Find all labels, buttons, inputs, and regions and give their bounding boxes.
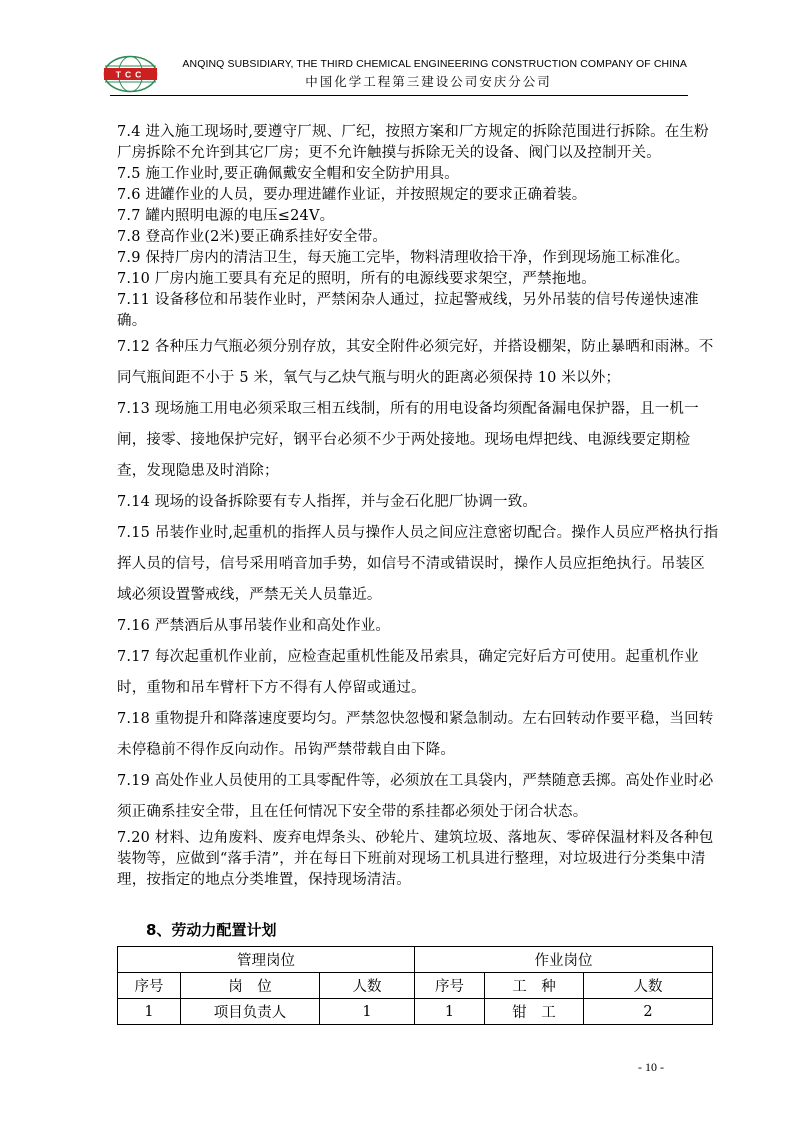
point-7-5: 7.5 施工作业时,要正确佩戴安全帽和安全防护用具。: [117, 166, 459, 182]
point-7-9: 7.9 保持厂房内的清洁卫生，每天施工完毕，物料清理收拾干净，作到现场施工标准化。: [117, 250, 690, 266]
column-header: 工 种: [485, 973, 584, 999]
point-7-13: 7.13 现场施工用电必须采取三相五线制，所有的用电设备均须配备漏电保护器，且一机一闸，接零、接地保护完好，钢平台必须不少于两处接地。现场电焊把线、电源线要定期检查，发现隐患及时消除；: [117, 401, 699, 479]
header-company-cn: 中国化学工程第三建设公司安庆分公司: [305, 74, 552, 89]
table-cell: 项目负责人: [181, 999, 320, 1025]
table-row: [118, 999, 713, 1025]
company-logo: [103, 55, 158, 93]
point-7-20: 7.20 材料、边角废料、废弃电焊条头、砂轮片、建筑垃圾、落地灰、零碎保温材料及各种包装物等，应做到“落手清”，并在每日下班前对现场工机具进行整理，对垃圾进行分类集中清理，按指定的地点分类堆置，保持现场清洁。: [117, 830, 714, 888]
column-header: 岗 位: [181, 973, 320, 999]
header-divider: [110, 95, 688, 96]
table-cell: 1: [118, 999, 181, 1025]
group-management-header: 管理岗位: [118, 947, 415, 973]
point-7-7: 7.7 罐内照明电源的电压≤24V。: [117, 208, 335, 224]
labor-table: [117, 946, 713, 1025]
section-heading: 8、劳动力配置计划: [146, 921, 277, 939]
column-header: 人数: [320, 973, 415, 999]
point-7-15: 7.15 吊装作业时,起重机的指挥人员与操作人员之间应注意密切配合。操作人员应严格执行指挥人员的信号，信号采用哨音加手势，如信号不清或错误时，操作人员应拒绝执行。吊装区域必须设置警戒线，严禁无关人员靠近。: [117, 525, 719, 603]
table-cell: 1: [415, 999, 485, 1025]
group-operation-header: 作业岗位: [415, 947, 713, 973]
column-header: 人数: [584, 973, 713, 999]
header-company-en: ANQINQ SUBSIDIARY, THE THIRD CHEMICAL ENGINEERING CONSTRUCTION COMPANY OF CHINA: [182, 58, 687, 70]
point-7-6: 7.6 进罐作业的人员，要办理进罐作业证，并按照规定的要求正确着装。: [117, 187, 587, 203]
table-group-row: [118, 947, 713, 973]
point-7-11: 7.11 设备移位和吊装作业时，严禁闲杂人通过，拉起警戒线，另外吊装的信号传递快速准确。: [117, 292, 699, 329]
point-7-14: 7.14 现场的设备拆除要有专人指挥，并与金石化肥厂协调一致。: [117, 494, 538, 510]
point-7-10: 7.10 厂房内施工要具有充足的照明，所有的电源线要求架空，严禁拖地。: [117, 271, 596, 287]
point-7-18: 7.18 重物提升和降落速度要均匀。严禁忽快忽慢和紧急制动。左右回转动作要平稳，当回转未停稳前不得作反向动作。吊钩严禁带载自由下降。: [117, 711, 714, 758]
column-header: 序号: [118, 973, 181, 999]
table-header-row: [118, 973, 713, 999]
point-7-19: 7.19 高处作业人员使用的工具零配件等，必须放在工具袋内，严禁随意丢掷。高处作业时必须正确系挂安全带，且在任何情况下安全带的系挂都必须处于闭合状态。: [117, 773, 714, 820]
column-header: 序号: [415, 973, 485, 999]
svg-text:TCC: TCC: [115, 69, 146, 80]
page-number: - 10 -: [638, 1060, 664, 1074]
table-cell: 1: [320, 999, 415, 1025]
table-cell: 钳 工: [485, 999, 584, 1025]
table-cell: 2: [584, 999, 713, 1025]
point-7-8: 7.8 登高作业(2米)要正确系挂好安全带。: [117, 229, 388, 245]
document-body: [117, 122, 719, 891]
point-7-17: 7.17 每次起重机作业前，应检查起重机性能及吊索具，确定完好后方可使用。起重机作业时，重物和吊车臂杆下方不得有人停留或通过。: [117, 649, 699, 696]
point-7-4: 7.4 进入施工现场时,要遵守厂规、厂纪，按照方案和厂方规定的拆除范围进行拆除。在生粉厂房拆除不允许到其它厂房；更不允许触摸与拆除无关的设备、阀门以及控制开关。: [117, 124, 709, 161]
point-7-12: 7.12 各种压力气瓶必须分别存放，其安全附件必须完好，并搭设棚架，防止暴晒和雨淋。不同气瓶间距不小于 5 米，氧气与乙炔气瓶与明火的距离必须保持 10 米以外；: [117, 339, 714, 386]
point-7-16: 7.16 严禁酒后从事吊装作业和高处作业。: [117, 618, 391, 634]
